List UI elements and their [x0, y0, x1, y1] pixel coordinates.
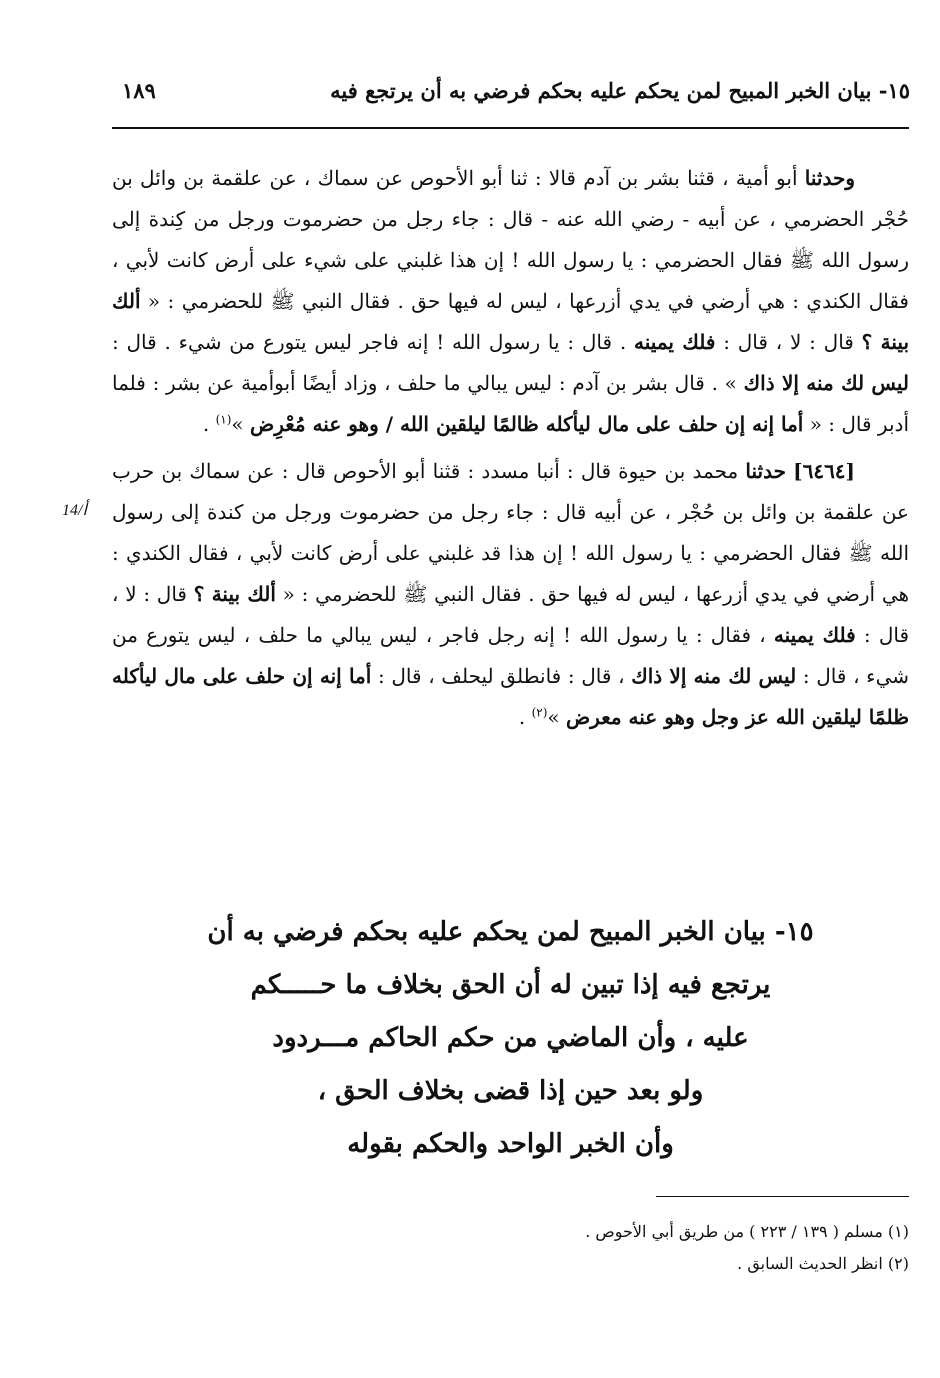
header-rule: [112, 127, 909, 129]
footnotes: [112, 1216, 909, 1280]
chapter-heading-line: ١٥- بيان الخبر المبيح لمن يحكم عليه بحكم فرضي به أن: [207, 917, 814, 947]
running-header: [110, 78, 910, 122]
hadith-opening: وحدثنا: [804, 166, 855, 190]
footnote-2: (٢) انظر الحديث السابق .: [737, 1254, 909, 1273]
main-text: [112, 158, 909, 738]
hadith-opening: حدثنا: [745, 459, 786, 483]
footnote-ref-2[interactable]: (٢): [531, 705, 548, 720]
chapter-heading-line: ولو بعد حين إذا قضى بخلاف الحق ،: [317, 1076, 704, 1106]
chapter-heading-line: يرتجع فيه إذا تبين له أن الحق بخلاف ما حـــــكم: [250, 970, 771, 1000]
chapter-heading: [112, 906, 909, 1171]
hadith-paragraph-1: وحدثنا أبو أمية ، قثنا بشر بن آدم قالا : ثنا أبو الأحوص عن سماك ، عن علقمة بن وائل بن حُجْر الحضرمي ، عن أبيه - رضي الله عنه - قال : جاء رجل من حضرموت ورجل من كِندة إلى رسول الله ﷺ فقال الحضرمي : يا رسول الله ! إن هذا غلبني على شيء على أرض كانت لأبي ، فقال الكندي : هي أرضي في يدي أزرعها ، ليس له فيها حق . فقال النبي ﷺ للحضرمي : « ألك بينة ؟ قال : لا ، قال : فلك يمينه . قال : يا رسول الله ! إنه فاجر ليس يتورع من شيء . قال : ليس لك منه إلا ذاك » . قال بشر بن آدم : ليس يبالي ما حلف ، وزاد أيضًا أبوأمية عن بشر : فلما أدبر قال : « أما إنه إن حلف على مال ليأكله ظالمًا ليلقين الله / وهو عنه مُعْرِض »$^{(١)}$ .: [112, 166, 910, 436]
manuscript-folio-note: 14/أ: [62, 502, 87, 519]
hadith-paragraph-2: [٦٤٦٤] حدثنا محمد بن حيوة قال : أنبا مسدد : قثنا أبو الأحوص قال : عن سماك بن حرب عن علقمة بن وائل بن حُجْر ، عن أبيه قال : جاء رجل من حضرموت ورجل من كندة إلى رسول الله ﷺ فقال الحضرمي : يا رسول الله ! إن هذا قد غلبني على أرض كانت لأبي ، فقال الكندي : هي أرضي في يدي أزرعها ، ليس له فيها حق . فقال النبي ﷺ للحضرمي : « ألك بينة ؟ قال : لا ، قال : فلك يمينه ، فقال : يا رسول الله ! إنه رجل فاجر ، ليس يبالي ما حلف ، ليس يتورع من شيء ، قال : ليس لك منه إلا ذاك ، قال : فانطلق ليحلف ، قال : أما إنه إن حلف على مال ليأكله ظلمًا ليلقين الله عز وجل وهو عنه معرض »$^{(٢)}$ .: [112, 459, 910, 729]
footnote-1: (١) مسلم ( ١٣٩ / ٢٢٣ ) من طريق أبي الأحوص .: [585, 1222, 909, 1241]
footnote-rule: [656, 1196, 909, 1197]
page-number: ١٨٩: [122, 78, 156, 103]
hadith-number: [٦٤٦٤]: [793, 459, 856, 483]
chapter-heading-line: عليه ، وأن الماضي من حكم الحاكم مـــردود: [272, 1023, 749, 1053]
footnote-ref-1[interactable]: (١): [215, 412, 232, 427]
chapter-heading-line: وأن الخبر الواحد والحكم بقوله: [347, 1129, 674, 1159]
header-title: ١٥- بيان الخبر المبيح لمن يحكم عليه بحكم فرضي به أن يرتجع فيه: [330, 78, 910, 103]
